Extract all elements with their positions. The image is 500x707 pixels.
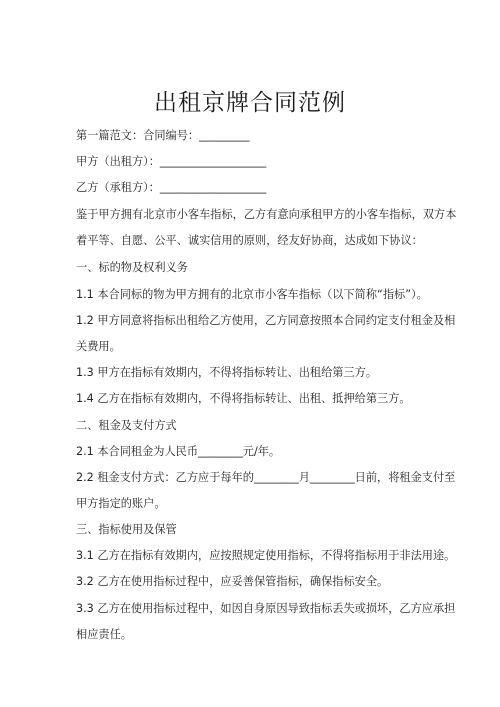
clause-3-1: 3.1 乙方在指标有效期内，应按照规定使用指标，不得将指标用于非法用途。 <box>76 549 456 562</box>
clause-1-1: 1.1 本合同标的物为甲方拥有的北京市小客车指标（以下简称“指标”）。 <box>76 288 428 301</box>
section-1-heading: 一、标的物及权利义务 <box>76 261 188 274</box>
clause-1-2-line-2: 关费用。 <box>76 340 121 353</box>
clause-2-2-line-2: 甲方指定的账户。 <box>76 497 166 510</box>
clause-1-2-line-1: 1.2 甲方同意将指标出租给乙方使用，乙方同意按照本合同约定支付租金及相 <box>76 314 456 327</box>
contract-number-line: 第一篇范文：合同编号：_________ <box>76 129 250 142</box>
clause-2-2-line-1: 2.2 租金支付方式：乙方应于每年的________月________日前，将租金支付至 <box>76 471 456 484</box>
clause-3-3-line-2: 相应责任。 <box>76 628 132 641</box>
clause-1-3: 1.3 甲方在指标有效期内，不得将指标转让、出租给第三方。 <box>76 366 378 379</box>
party-b-line: 乙方（承租方）：___________________ <box>76 181 267 194</box>
preamble-line-1: 鉴于甲方拥有北京市小客车指标，乙方有意向承租甲方的小客车指标，双方本 <box>76 208 457 221</box>
section-2-heading: 二、租金及支付方式 <box>76 419 177 432</box>
section-3-heading: 三、指标使用及保管 <box>76 523 177 536</box>
preamble-line-2: 着平等、自愿、公平、诚实信用的原则，经友好协商，达成如下协议： <box>76 234 423 247</box>
clause-1-4: 1.4 乙方在指标有效期内，不得将指标转让、出租、抵押给第三方。 <box>76 392 411 405</box>
clause-3-2: 3.2 乙方在使用指标过程中，应妥善保管指标，确保指标安全。 <box>76 575 389 588</box>
document-title: 出租京牌合同范例 <box>154 90 346 116</box>
clause-3-3-line-1: 3.3 乙方在使用指标过程中，如因自身原因导致指标丢失或损坏，乙方应承担 <box>76 602 456 615</box>
party-a-line: 甲方（出租方）：___________________ <box>76 155 267 168</box>
clause-2-1: 2.1 本合同租金为人民币________元/年。 <box>76 445 281 458</box>
